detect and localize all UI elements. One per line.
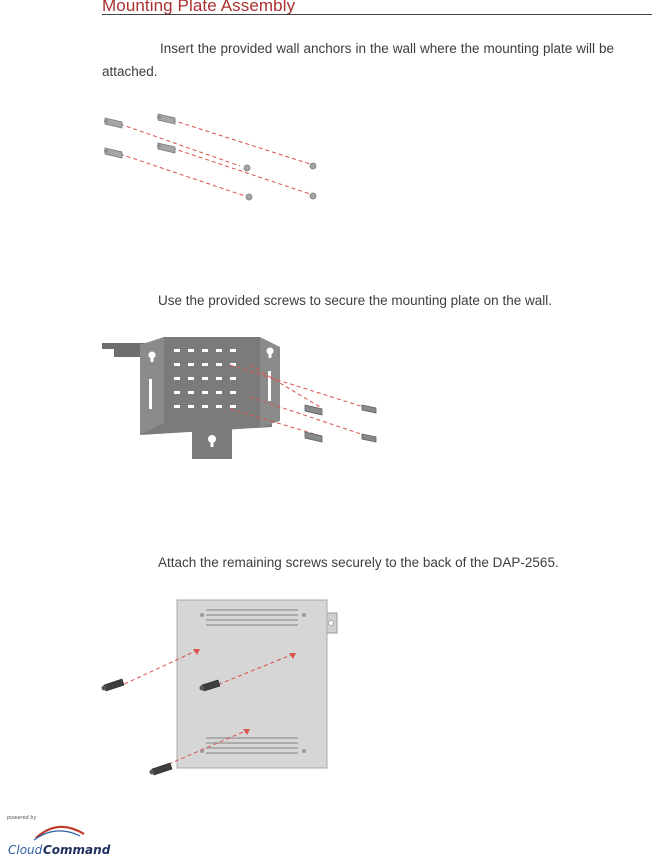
mounting-plate-illustration xyxy=(100,335,390,465)
brand-cloud-text: Cloud xyxy=(8,843,43,857)
device-back-illustration xyxy=(100,595,345,780)
step-3-text: Attach the remaining screws securely to the back of the DAP-2565. xyxy=(158,555,559,570)
powered-by-label: powered by xyxy=(7,815,37,821)
section-title: Mounting Plate Assembly xyxy=(102,0,296,15)
title-underline xyxy=(102,14,652,15)
step-2-text: Use the provided screws to secure the mounting plate on the wall. xyxy=(158,293,552,308)
wall-anchors-illustration xyxy=(100,110,330,205)
brand-command-text: Command xyxy=(43,843,111,857)
step-1-text: Insert the provided wall anchors in the wall where the mounting plate will be attached. xyxy=(102,41,614,79)
